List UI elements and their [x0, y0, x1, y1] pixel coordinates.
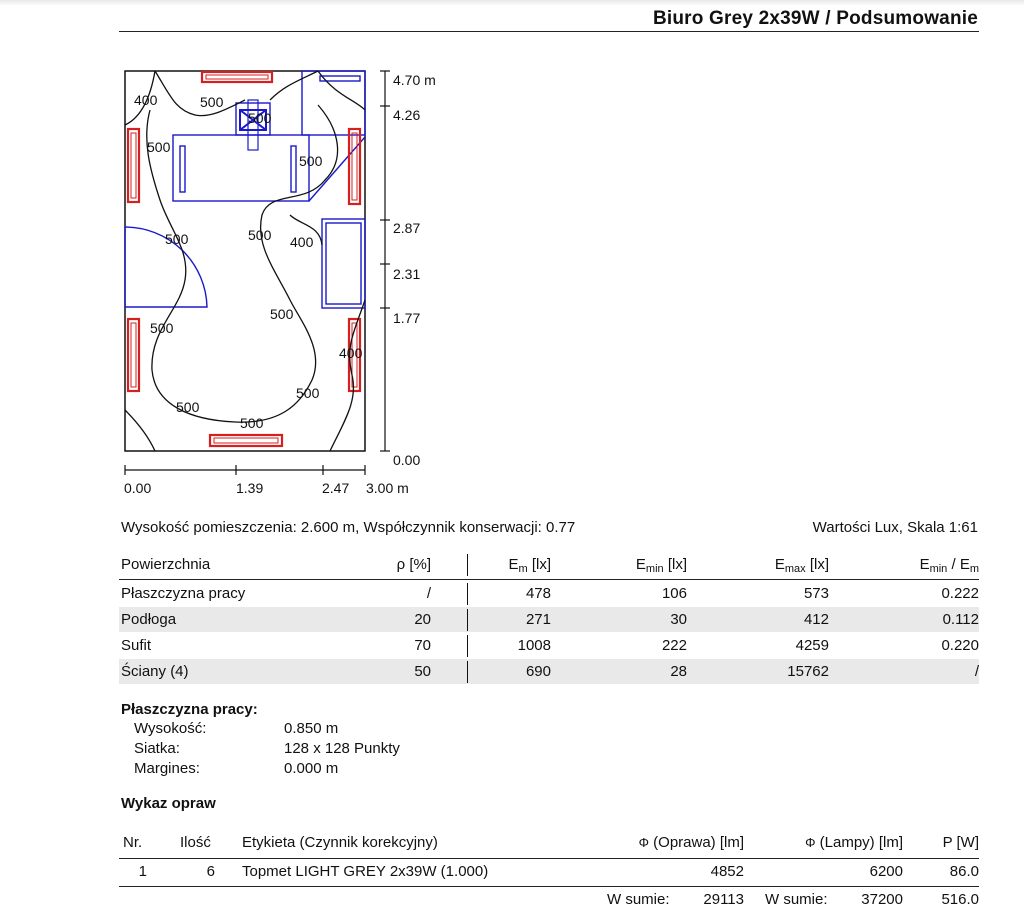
isoline-label: 500	[299, 153, 323, 169]
phi-fixture-header: Φ (Oprawa) [lm]	[638, 834, 744, 851]
isoline-label: 500	[248, 227, 272, 243]
furniture	[125, 71, 365, 308]
x-tick-label: 0.00	[124, 480, 152, 496]
isoline-label: 500	[240, 415, 264, 431]
isoline-label: 500	[176, 399, 200, 415]
isoline-label: 500	[147, 139, 171, 155]
isoline-label: 500	[150, 320, 174, 336]
workplane-value: 128 x 128 Punkty	[284, 740, 400, 757]
col-rho: ρ [%]	[396, 556, 431, 573]
col-em: $E_m$ [lx]	[508, 556, 551, 575]
workplane-label: Siatka:	[134, 740, 180, 757]
title-divider	[119, 31, 979, 32]
isoline-label: 500	[165, 231, 189, 247]
x-axis	[125, 465, 365, 475]
furniture-desk	[173, 135, 309, 201]
isoline-label: 400	[290, 234, 314, 250]
x-tick-label: 3.00 m	[366, 480, 409, 496]
workplane-label: Margines:	[134, 760, 200, 777]
y-tick-label: 4.26	[393, 107, 421, 123]
isolines	[125, 71, 365, 451]
y-tick-label: 1.77	[393, 310, 421, 326]
isoline-label: 500	[248, 110, 272, 126]
phi-icon: Φ	[805, 835, 816, 850]
phi-lamps-header: Φ (Lampy) [lm]	[805, 834, 903, 851]
workplane-label: Wysokość:	[134, 720, 207, 737]
furniture-desk-drawer-left	[180, 146, 185, 192]
table-row: 1 6 Topmet LIGHT GREY 2x39W (1.000) 4852 6200 86.0	[138, 863, 979, 880]
table-divider	[119, 579, 979, 580]
luminaires-title: Wykaz opraw	[121, 795, 216, 812]
room-plan	[100, 58, 460, 504]
col-surface: Powierzchnia	[121, 556, 211, 573]
col-emin: $E_{min}$ [lx]	[635, 556, 687, 575]
isoline-label: 400	[339, 345, 363, 361]
scale-info: Wartości Lux, Skala 1:61	[812, 519, 978, 536]
isoline-label: 500	[296, 385, 320, 401]
furniture-cabinet	[322, 219, 365, 308]
y-tick-label: 2.31	[393, 266, 421, 282]
luminaire-left-lower	[128, 319, 139, 391]
col-ratio: $E_{min} / E_m$	[919, 556, 979, 575]
luminaire-left-upper	[128, 129, 139, 202]
luminaire-top	[202, 72, 272, 82]
y-tick-label: 0.00	[393, 452, 421, 468]
table-row: Podłoga 20 271 30 412 0.112	[119, 607, 979, 632]
table-row: Płaszczyzna pracy / 478 106 573 0.222	[119, 581, 979, 606]
y-tick-label: 2.87	[393, 220, 421, 236]
phi-icon: Φ	[638, 835, 649, 850]
surfaces-header	[119, 552, 979, 577]
x-tick-label: 1.39	[236, 480, 264, 496]
x-axis-labels	[124, 480, 409, 496]
top-shade	[0, 0, 1024, 6]
col-emax: $E_{max}$ [lx]	[774, 556, 829, 575]
workplane-value: 0.850 m	[284, 720, 339, 737]
isoline-label: 500	[270, 306, 294, 322]
y-axis-labels	[393, 72, 436, 468]
isoline-label: 400	[134, 92, 158, 108]
isoline-label: 500	[200, 94, 224, 110]
workplane-value: 0.000 m	[284, 760, 339, 777]
page-title: Biuro Grey 2x39W / Podsumowanie	[652, 8, 978, 29]
totals-row: W sumie: 29113 W sumie: 37200 516.0	[607, 891, 979, 908]
luminaires-header: Nr. Ilość Etykieta (Czynnik korekcyjny) Φ (Oprawa) [lm] Φ (Lampy) [lm] P [W]	[123, 834, 979, 851]
luminaire-right-upper	[349, 129, 360, 204]
y-axis	[380, 71, 390, 451]
x-tick-label: 2.47	[322, 480, 350, 496]
luminaire-bottom	[210, 435, 282, 446]
y-tick-label: 4.70 m	[393, 72, 436, 88]
furniture-desk-drawer-right	[291, 146, 296, 192]
furniture-cabinet-inner	[326, 223, 361, 304]
workplane-title: Płaszczyzna pracy:	[121, 701, 258, 718]
table-row: Sufit 70 1008 222 4259 0.220	[119, 633, 979, 658]
table-row: Ściany (4) 50 690 28 15762 /	[119, 659, 979, 684]
room-info: Wysokość pomieszczenia: 2.600 m, Współczynnik konserwacji: 0.77	[121, 519, 576, 536]
